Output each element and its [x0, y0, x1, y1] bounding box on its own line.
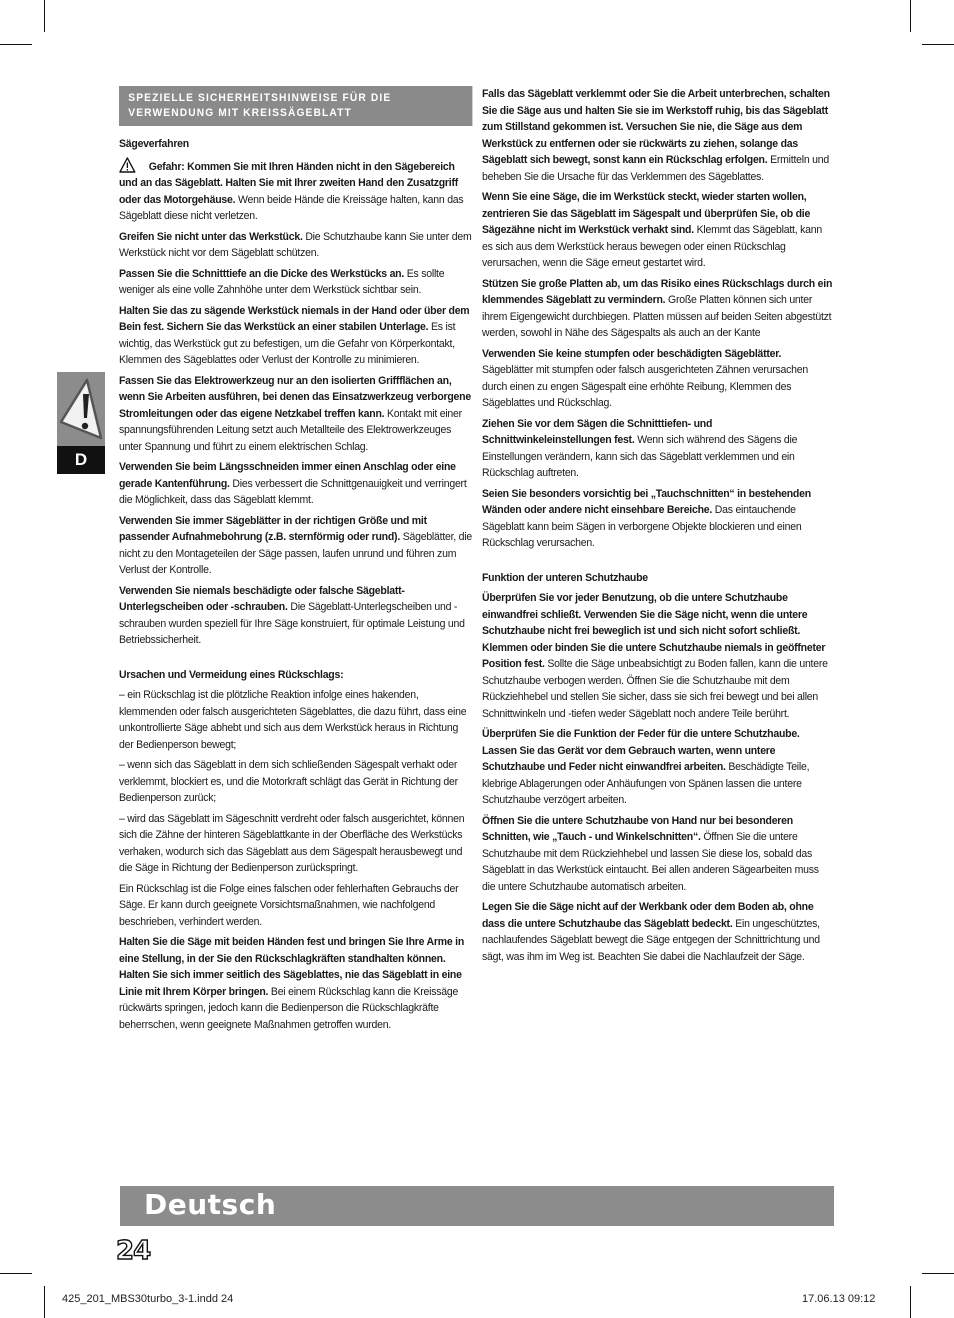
bold-text: Stützen Sie große Platten ab, um das Risiko eines Rückschlags durch ein klemmendes Sägeblatt zu vermindern.: [482, 277, 833, 306]
language-label: Deutsch: [144, 1188, 277, 1221]
bold-text: Falls das Sägeblatt verklemmt oder Sie die Arbeit unterbrechen, schalten Sie die Säge aus und halten Sie sie im Werkstoff ruhig, bis das Sägeblatt zum Stillstand gekommen ist. Versuchen Sie nie, die Säge aus dem Werkstück zu entfernen oder sie rückwärts zu ziehen, solange das Sägeblatt sich bewegt, sonst kann ein Rückschlag erfolgen.: [482, 88, 830, 166]
paragraph: [119, 229, 472, 262]
bold-text: Halten Sie das zu sägende Werkstück niemals in der Hand oder über dem Bein fest. Sichern Sie das Werkstück an einer stabilen Unterlage.: [119, 304, 470, 333]
body-text: Sägeblätter, die nicht zu den Montageteilen der Säge passen, laufen unrund und führen zum Verlust der Kontrolle.: [119, 531, 473, 576]
paragraph: [119, 303, 472, 369]
bold-text: Seien Sie besonders vorsichtig bei „Tauchschnitten“ in bestehenden Wänden oder andere nicht einsehbare Bereiche.: [482, 487, 811, 516]
body-text: Kontakt mit einer spannungsführenden Leitung setzt auch Metallteile des Elektrowerkzeuges unter Spannung und führt zu einem elektrischen Schlag.: [119, 407, 462, 453]
crop-mark: [910, 1286, 911, 1318]
paragraph: – wenn sich das Sägeblatt in dem sich schließenden Sägespalt verhakt oder verklemmt, blockiert es, und die Motorkraft schlägt das Gerät in Richtung der Bedienperson zurück;: [119, 759, 458, 804]
paragraph: [482, 813, 834, 896]
paragraph: [482, 416, 834, 482]
crop-mark: [44, 1286, 45, 1318]
bold-text: Passen Sie die Schnitttiefe an die Dicke des Werkstücks an.: [119, 267, 405, 280]
slug-date-time: 17.06.13 09:12: [802, 1293, 876, 1305]
bold-text: Überprüfen Sie die Funktion der Feder für die untere Schutzhaube. Lassen Sie das Gerät vor dem Gebrauch warten, wenn untere Schutzhaube und Feder nicht einwandfrei arbeiten.: [482, 728, 800, 773]
crop-mark: [44, 0, 45, 32]
body-text: Es sollte weniger als eine volle Zahnhöhe unter dem Werkstück sichtbar sein.: [119, 267, 445, 296]
bold-text: Fassen Sie das Elektrowerkzeug nur an den isolierten Griffflächen an, wenn Sie Arbeiten ausführen, bei denen das Einsatzwerkzeug verborgene Stromleitungen oder das eigene Netzkabel treffen kann.: [119, 374, 471, 420]
spacer: [482, 556, 834, 570]
crop-mark: [910, 0, 911, 32]
body-text: Wenn beide Hände die Kreissäge halten, kann das Sägeblatt diese nicht verletzen.: [119, 193, 464, 222]
paragraph: [119, 157, 472, 225]
bold-text: Verwenden Sie immer Sägeblätter in der richtigen Größe und mit passender Aufnahmebohrung (z.B. sternförmig oder rund).: [119, 514, 427, 543]
bold-text: Ziehen Sie vor dem Sägen die Schnitttiefen- und Schnittwinkeleinstellungen fest.: [482, 417, 713, 446]
language-footer-bar: [120, 1186, 834, 1226]
subheading: Ursachen und Vermeidung eines Rückschlags:: [119, 668, 344, 681]
paragraph: [482, 899, 834, 965]
body-text: Die Schutzhaube kann Sie unter dem Werkstück nicht vor dem Sägeblatt schützen.: [119, 230, 472, 259]
crop-mark: [0, 1273, 32, 1274]
paragraph: [119, 459, 472, 509]
paragraph: [119, 934, 472, 1033]
bold-text: Wenn Sie eine Säge, die im Werkstück steckt, wieder starten wollen, zentrieren Sie das Sägeblatt im Sägespalt und überprüfen Sie, ob die Sägezähne nicht im Werkstück verhakt sind.: [482, 191, 811, 236]
side-tab: [57, 372, 105, 474]
paragraph: [482, 726, 834, 809]
paragraph: [482, 276, 834, 342]
paragraph: Ein Rückschlag ist die Folge eines falschen oder fehlerhaften Gebrauchs der Säge. Er kann durch geeignete Vorsichtsmaßnahmen, wie nachfolgend beschrieben, verhindert werden.: [119, 882, 459, 928]
paragraph: [119, 583, 472, 649]
body-text: Klemmt das Sägeblatt, kann es sich aus dem Werkstück heraus bewegen oder einen Rückschlag verursachen, wenn die Säge erneut gestartet wird.: [482, 224, 822, 269]
side-tab-letter: D: [57, 446, 105, 474]
paragraph: [482, 486, 834, 552]
bold-text: Gefahr: Kommen Sie mit Ihren Händen nicht in den Sägebereich und an das Sägeblatt. Halten Sie mit Ihrer zweiten Hand den Zusatzgriff oder das Motorgehäuse.: [119, 160, 459, 206]
paragraph: – ein Rückschlag ist die plötzliche Reaktion infolge eines hakenden, klemmenden oder falsch ausgerichteten Sägeblattes, die dazu führt, dass eine unkontrollierte Säge abhebt und sich aus dem Werkstück heraus in Richtung der Bedienperson bewegt;: [119, 689, 467, 751]
body-text: Dies verbessert die Schnittgenauigkeit und verringert die Möglichkeit, dass das Sägeblatt klemmt.: [119, 477, 467, 506]
bold-text: Halten Sie die Säge mit beiden Händen fest und bringen Sie Ihre Arme in eine Stellung, in der Sie den Rückschlagkräften standhalten können. Halten Sie sich immer seitlich des Sägeblattes, nie das Sägeblatt in eine Linie mit Ihrem Körper bringen.: [119, 936, 465, 998]
slug-file-info: 425_201_MBS30turbo_3-1.indd 24: [62, 1293, 234, 1305]
body-text: Ermitteln und beheben Sie die Ursache für das Verklemmen des Sägeblattes.: [482, 154, 830, 183]
paragraph: [119, 373, 472, 456]
paragraph: [482, 590, 834, 722]
right-column: [482, 86, 834, 969]
bold-text: Verwenden Sie niemals beschädigte oder falsche Sägeblatt-Unterlegscheiben oder -schrauben.: [119, 584, 405, 613]
spacer: [119, 653, 472, 667]
bold-text: Greifen Sie nicht unter das Werkstück.: [119, 230, 303, 243]
subheading: Sägeverfahren: [119, 138, 189, 150]
body-text: Öffnen Sie die untere Schutzhaube mit dem Rückziehhebel und lassen Sie diese los, sobald das Sägeblatt in das Werkstück eintaucht. Bei allen anderen Sägearbeiten muss die untere Schutzhaube automatisch arbeiten.: [482, 831, 819, 893]
body-text: Das eintauchende Sägeblatt kann beim Sägen in verborgene Objekte blockieren und einen Rückschlag verursachen.: [482, 504, 802, 549]
body-text: Sollte die Säge unbeabsichtigt zu Boden fallen, kann die untere Schutzhaube verbogen werden. Öffnen Sie die Schutzhaube mit dem Rückziehhebel und stellen Sie sicher, dass sie sich frei bewegt und bei allen Schnittwinkeln und -tiefen weder Sägeblatt noch andere Teile berührt.: [482, 658, 828, 720]
bold-text: Überprüfen Sie vor jeder Benutzung, ob die untere Schutzhaube einwandfrei schließt. Verwenden Sie die Säge nicht, wenn die untere Schutzhaube nicht frei beweglich ist und sich nicht sofort schließt. Klemmen oder binden Sie die untere Schutzhaube niemals in geöffneter Position fest.: [482, 592, 826, 670]
body-text: Sägeblätter mit stumpfen oder falsch ausgerichteten Zähnen verursachen durch einen zu engen Sägespalt eine erhöhte Reibung, Klemmen des Sägeblattes und Rückschlag.: [482, 364, 808, 409]
bold-text: Legen Sie die Säge nicht auf der Werkbank oder dem Boden ab, ohne dass die untere Schutzhaube das Sägeblatt bedeckt.: [482, 901, 814, 930]
crop-mark: [922, 1273, 954, 1274]
body-text: Bei einem Rückschlag kann die Kreissäge rückwärts springen, jedoch kann die Bedienperson die Rückschlagkräfte beherrschen, wenn geeignete Maßnahmen getroffen wurden.: [119, 985, 459, 1031]
bold-text: Verwenden Sie keine stumpfen oder beschädigten Sägeblätter.: [482, 347, 782, 360]
crop-mark: [0, 44, 32, 45]
body-text: Ein ungeschütztes, nachlaufendes Sägeblatt bewegt die Säge entgegen der Schnittrichtung und sägt, was ihm im Weg ist. Beachten Sie dabei die Nachlaufzeit der Säge.: [482, 917, 820, 963]
bold-text: Verwenden Sie beim Längsschneiden immer einen Anschlag oder eine gerade Kantenführung.: [119, 461, 456, 490]
paragraph: – wird das Sägeblatt im Sägeschnitt verdreht oder falsch ausgerichtet, können sich die Zähne der hinteren Sägeblattkante in der Oberfläche des Werkstücks verhaken, wodurch sich das Sägeblatt aus dem Sägespalt herausbewegt und die Säge in Richtung der Bedienperson zurückspringt.: [119, 812, 465, 874]
body-text: Wenn sich während des Sägens die Einstellungen verändern, kann sich das Sägeblatt verklemmen und ein Rückschlag auftreten.: [482, 434, 798, 479]
warning-icon: [119, 157, 136, 173]
page-number: 24: [116, 1236, 151, 1266]
paragraph: [482, 189, 834, 272]
body-text: Beschädigte Teile, klebrige Ablagerungen oder Anhäufungen von Spänen lassen die untere Schutzhaube verzögert arbeiten.: [482, 761, 810, 806]
paragraph: [119, 513, 472, 579]
subheading: Funktion der unteren Schutzhaube: [482, 571, 648, 584]
warning-triangle-icon: [59, 378, 103, 444]
bold-text: Öffnen Sie die untere Schutzhaube von Hand nur bei besonderen Schnitten, wie „Tauch - und Winkelschnitten“.: [482, 814, 793, 843]
body-text: Die Sägeblatt-Unterlegscheiben und -schrauben wurden speziell für Ihre Säge konstruiert, für optimale Leistung und Betriebssicherheit.: [119, 601, 465, 646]
section-header: SPEZIELLE SICHERHEITSHINWEISE FÜR DIE VERWENDUNG MIT KREISSÄGEBLATT: [119, 86, 472, 126]
body-text: Große Platten können sich unter ihrem Eigengewicht durchbiegen. Platten müssen auf beiden Seiten abgestützt werden, sowohl in Nähe des Sägespalts als auch an der Kante: [482, 294, 832, 339]
paragraph: [482, 346, 834, 412]
paragraph: [482, 86, 834, 185]
body-text: Es ist wichtig, das Werkstück gut zu befestigen, um die Gefahr von Körperkontakt, Klemmen des Sägeblattes oder Verlust der Kontrolle zu minimieren.: [119, 321, 456, 366]
left-column: [119, 86, 472, 1037]
crop-mark: [922, 44, 954, 45]
paragraph: [119, 266, 472, 299]
